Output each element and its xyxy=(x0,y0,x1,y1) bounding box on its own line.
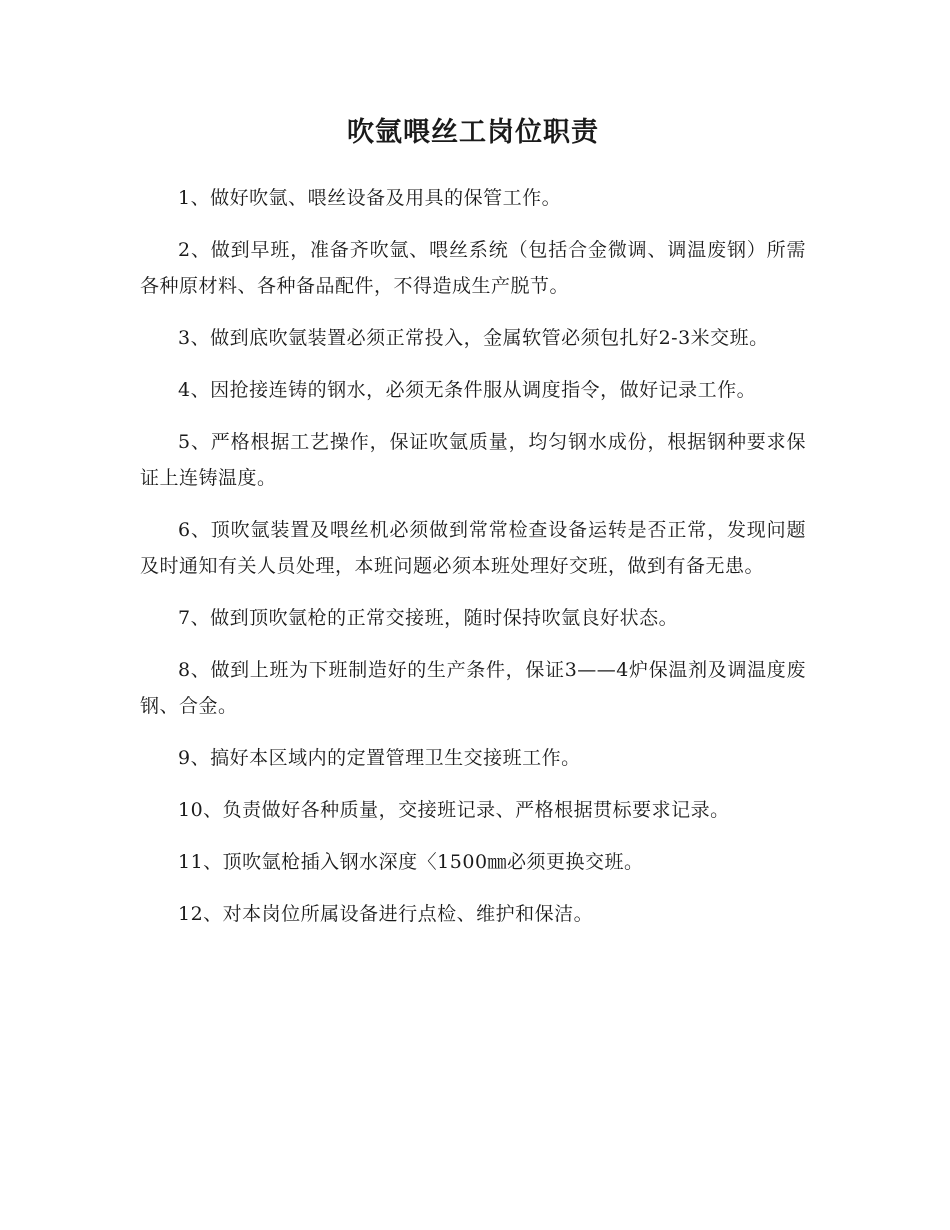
duty-item-3: 3、做到底吹氩装置必须正常投入，金属软管必须包扎好2-3米交班。 xyxy=(178,327,769,349)
duty-item-12: 12、对本岗位所属设备进行点检、维护和保洁。 xyxy=(178,903,594,925)
duty-item-1: 1、做好吹氩、喂丝设备及用具的保管工作。 xyxy=(178,187,562,209)
duty-item-10: 10、负责做好各种质量，交接班记录、严格根据贯标要求记录。 xyxy=(178,799,730,821)
duty-item-4: 4、因抢接连铸的钢水，必须无条件服从调度指令，做好记录工作。 xyxy=(178,379,757,401)
document-title: 吹氩喂丝工岗位职责 xyxy=(347,117,599,148)
duty-item-7: 7、做到顶吹氩枪的正常交接班，随时保持吹氩良好状态。 xyxy=(178,607,679,629)
duty-item-9: 9、搞好本区域内的定置管理卫生交接班工作。 xyxy=(178,747,581,769)
document-body xyxy=(140,108,806,948)
duty-item-6: 6、顶吹氩装置及喂丝机必须做到常常检查设备运转是否正常，发现问题及时通知有关人员处理，本班问题必须本班处理好交班，做到有备无患。 xyxy=(140,519,806,577)
duty-item-2: 2、做到早班，准备齐吹氩、喂丝系统（包括合金微调、调温废钢）所需各种原材料、各种备品配件，不得造成生产脱节。 xyxy=(140,239,806,297)
duty-item-8: 8、做到上班为下班制造好的生产条件，保证3——4炉保温剂及调温度废钢、合金。 xyxy=(140,659,806,717)
duty-item-5: 5、严格根据工艺操作，保证吹氩质量，均匀钢水成份，根据钢种要求保证上连铸温度。 xyxy=(140,431,806,489)
duty-item-11: 11、顶吹氩枪插入钢水深度〈1500㎜必须更换交班。 xyxy=(178,851,644,873)
